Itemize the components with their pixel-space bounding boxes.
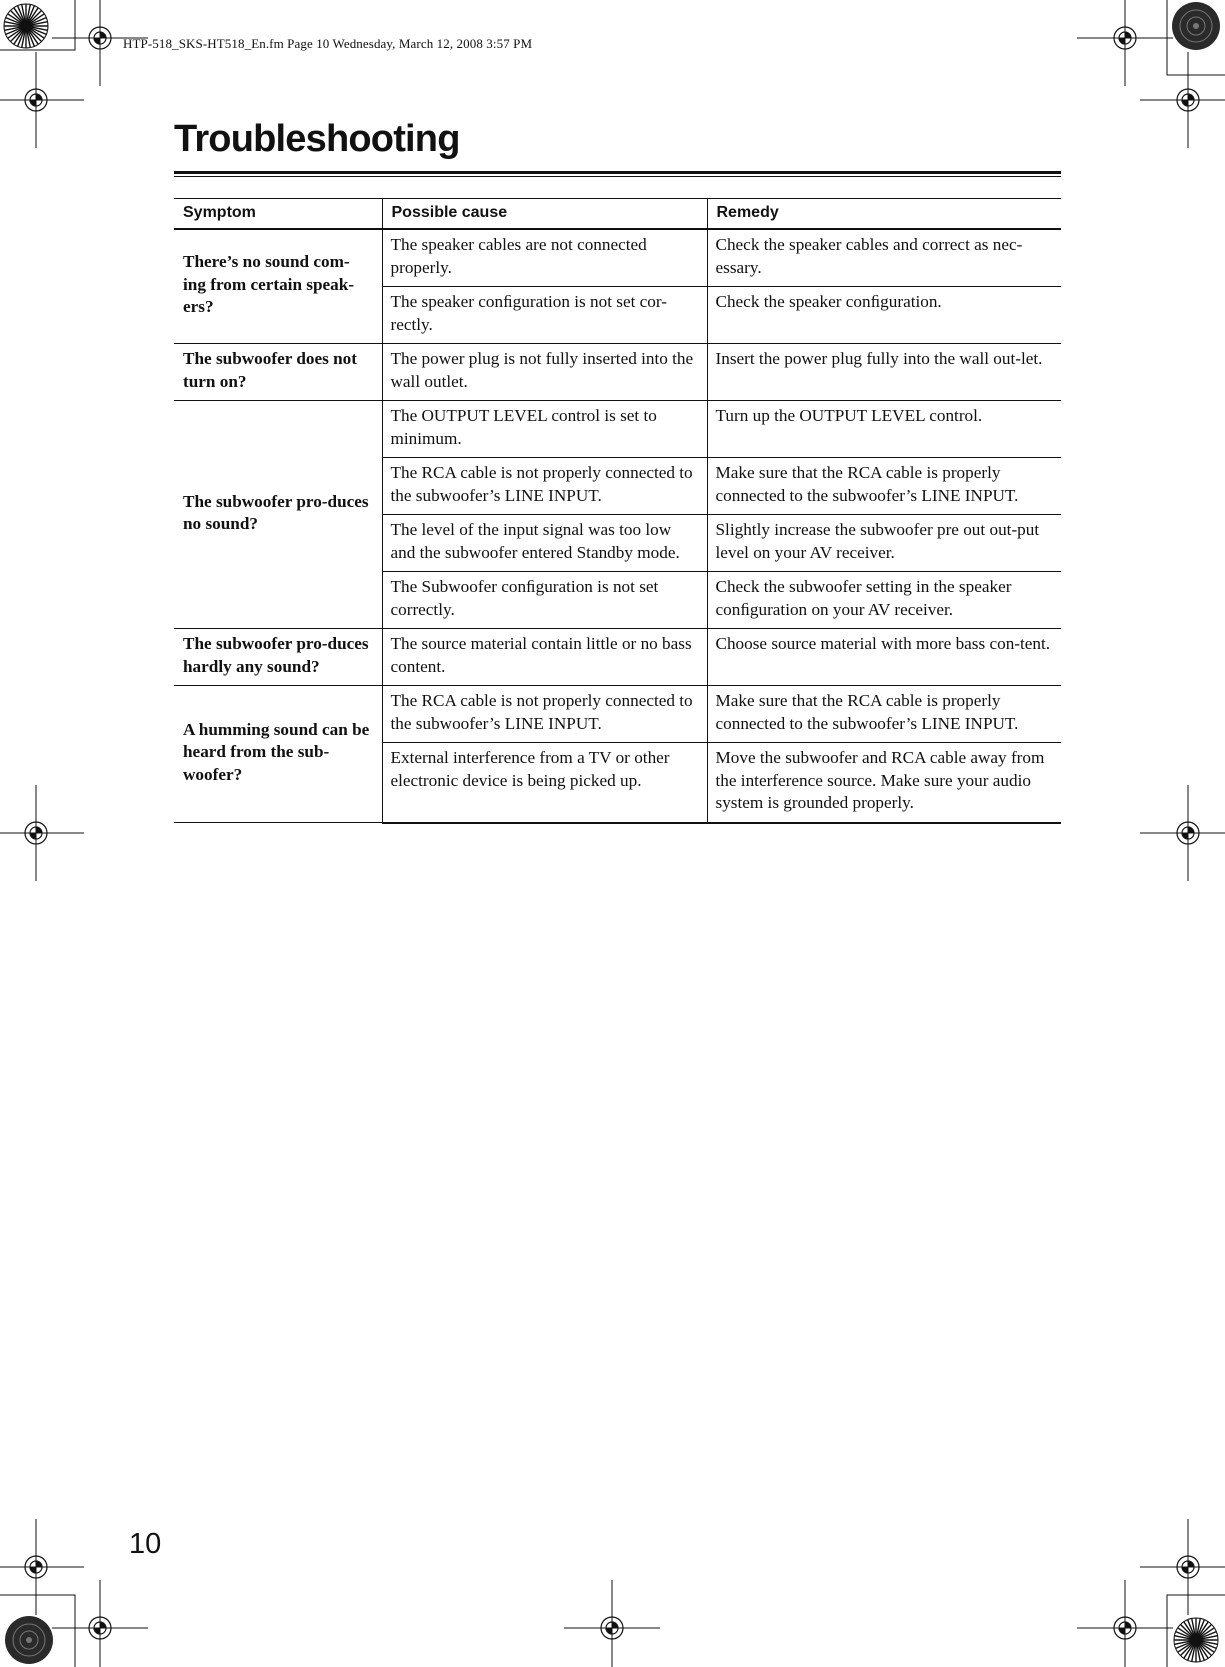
symptom-cell: The subwoofer pro-duces no sound? <box>174 401 382 629</box>
remedy-cell: Check the speaker cables and correct as nec-essary. <box>707 229 1061 287</box>
page-number: 10 <box>129 1528 162 1560</box>
remedy-cell: Turn up the OUTPUT LEVEL control. <box>707 401 1061 458</box>
cause-cell: The OUTPUT LEVEL control is set to minimum. <box>382 401 707 458</box>
column-header-symptom: Symptom <box>174 199 382 230</box>
remedy-cell: Insert the power plug fully into the wall out-let. <box>707 344 1061 401</box>
table-row <box>174 401 1061 458</box>
table-row <box>174 344 1061 401</box>
cause-cell: The speaker cables are not connected properly. <box>382 229 707 287</box>
remedy-cell: Choose source material with more bass con-tent. <box>707 629 1061 686</box>
cause-cell: The RCA cable is not properly connected to the subwoofer’s LINE INPUT. <box>382 458 707 515</box>
symptom-cell: There’s no sound com-ing from certain speak-ers? <box>174 229 382 344</box>
cause-cell: The RCA cable is not properly connected to the subwoofer’s LINE INPUT. <box>382 686 707 743</box>
cause-cell: External interference from a TV or other electronic device is being picked up. <box>382 743 707 823</box>
remedy-cell: Make sure that the RCA cable is properly connected to the subwoofer’s LINE INPUT. <box>707 686 1061 743</box>
troubleshooting-table <box>174 198 1061 824</box>
page-title: Troubleshooting <box>174 118 460 160</box>
remedy-cell: Make sure that the RCA cable is properly connected to the subwoofer’s LINE INPUT. <box>707 458 1061 515</box>
symptom-cell: A humming sound can be heard from the sub-woofer? <box>174 686 382 823</box>
cause-cell: The Subwoofer conﬁguration is not set correctly. <box>382 572 707 629</box>
cause-cell: The speaker conﬁguration is not set cor-rectly. <box>382 287 707 344</box>
table-row <box>174 229 1061 287</box>
remedy-cell: Check the subwoofer setting in the speaker conﬁguration on your AV receiver. <box>707 572 1061 629</box>
symptom-cell: The subwoofer pro-duces hardly any sound? <box>174 629 382 686</box>
title-rule <box>174 171 1061 174</box>
symptom-cell: The subwoofer does not turn on? <box>174 344 382 401</box>
column-header-remedy: Remedy <box>707 199 1061 230</box>
title-rule-secondary <box>174 176 1061 177</box>
cause-cell: The source material contain little or no bass content. <box>382 629 707 686</box>
cause-cell: The level of the input signal was too low and the subwoofer entered Standby mode. <box>382 515 707 572</box>
file-header-slug: HTP-518_SKS-HT518_En.fm Page 10 Wednesday, March 12, 2008 3:57 PM <box>123 36 533 51</box>
remedy-cell: Slightly increase the subwoofer pre out out-put level on your AV receiver. <box>707 515 1061 572</box>
remedy-cell: Check the speaker conﬁguration. <box>707 287 1061 344</box>
remedy-cell: Move the subwoofer and RCA cable away from the interference source. Make sure your audio system is grounded properly. <box>707 743 1061 823</box>
cause-cell: The power plug is not fully inserted into the wall outlet. <box>382 344 707 401</box>
table-row <box>174 686 1061 743</box>
table-row <box>174 629 1061 686</box>
column-header-possible-cause: Possible cause <box>382 199 707 230</box>
table-header-row <box>174 199 1061 230</box>
